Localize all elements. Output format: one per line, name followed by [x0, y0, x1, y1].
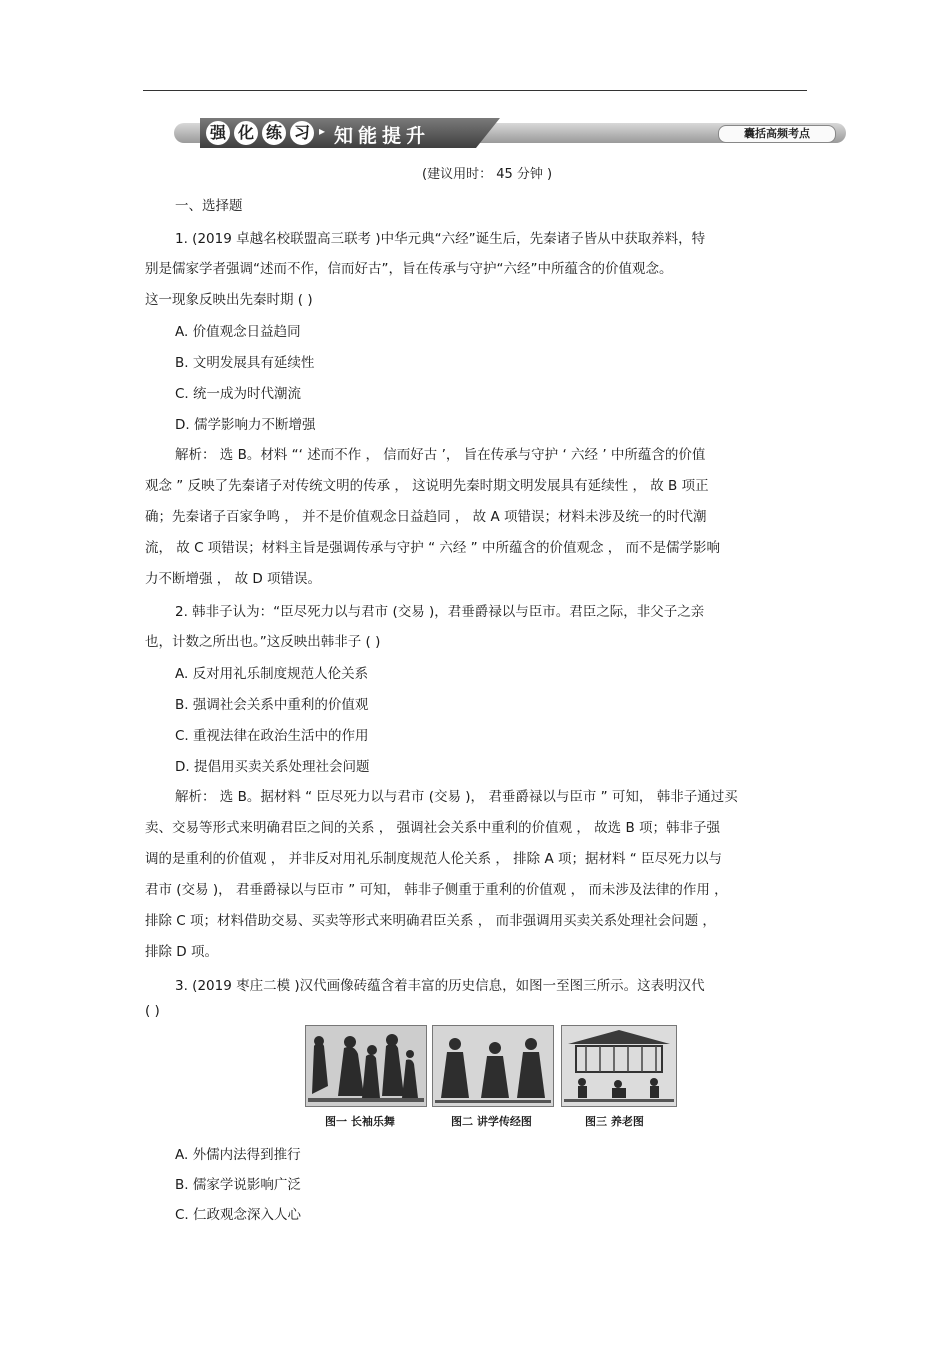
banner-title: 知能提升 [334, 125, 431, 147]
q1-stem-line-1: 1. (2019 卓越名校联盟高三联考 )中华元典“六经”诞生后，先秦诸子皆从中获取养料，特 [175, 231, 706, 247]
figure-1-image [305, 1025, 427, 1107]
banner-char-4: 习 [290, 121, 314, 145]
q1-analysis-line-2: 观念 ” 反映了先秦诸子对传统文明的传承 ， 这说明先秦时期文明发展具有延续性 ， 故 B 项正 [145, 478, 709, 494]
q1-stem-line-3: 这一现象反映出先秦时期 ( ) [145, 292, 313, 308]
figure-3-image [561, 1025, 677, 1107]
teaching-illustration [433, 1026, 553, 1106]
q1-analysis-line-3: 确；先秦诸子百家争鸣 ， 并不是价值观念日益趋同 ， 故 A 项错误；材料未涉及统一的时代潮 [145, 509, 707, 525]
q1-analysis-line-5: 力不断增强 ， 故 D 项错误。 [145, 571, 322, 587]
q3-stem-line-2: ( ) [145, 1003, 160, 1019]
q1-option-a: A. 价值观念日益趋同 [175, 324, 301, 340]
q1-analysis-line-4: 流， 故 C 项错误；材料主旨是强调传承与守护 “ 六经 ” 中所蕴含的价值观念 ， 而不是儒学影响 [145, 540, 721, 556]
q2-analysis-line-5: 排除 C 项；材料借助交易、买卖等形式来明确君臣关系 ， 而非强调用买卖关系处理社会问题 ， [145, 913, 716, 929]
banner-char-1: 强 [206, 121, 230, 145]
q2-stem-line-2: 也，计数之所出也。”这反映出韩非子 ( ) [145, 634, 381, 650]
q3-option-c: C. 仁政观念深入人心 [175, 1207, 302, 1223]
q2-analysis-line-4: 君市 (交易 )， 君垂爵禄以与臣市 ” 可知， 韩非子侧重于重利的价值观 ， 而未涉及法律的作用 ， [145, 882, 728, 898]
q2-option-b: B. 强调社会关系中重利的价值观 [175, 697, 369, 713]
top-rule [143, 90, 807, 91]
banner-tag: 囊括高频考点 [718, 125, 836, 143]
q2-analysis-line-2: 卖、交易等形式来明确君臣之间的关系 ， 强调社会关系中重利的价值观 ， 故选 B 项；韩非子强 [145, 820, 721, 836]
q2-option-d: D. 提倡用买卖关系处理社会问题 [175, 759, 370, 775]
dancers-illustration [306, 1026, 426, 1106]
time-note: (建议用时： 45 分钟 ) [422, 167, 553, 182]
elder-care-illustration [562, 1026, 676, 1106]
q1-option-c: C. 统一成为时代潮流 [175, 386, 302, 402]
q1-option-d: D. 儒学影响力不断增强 [175, 417, 316, 433]
q2-option-c: C. 重视法律在政治生活中的作用 [175, 728, 369, 744]
q2-analysis-line-1: 解析： 选 B。据材料 “ 臣尽死力以与君市 (交易 )， 君垂爵禄以与臣市 ” 可知， 韩非子通过买 [175, 789, 738, 805]
q1-stem-line-2: 别是儒家学者强调“述而不作，信而好古”，旨在传承与守护“六经”中所蕴含的价值观念。 [145, 261, 673, 277]
figure-3-caption: 图三 养老图 [585, 1115, 644, 1128]
q2-analysis-line-6: 排除 D 项。 [145, 944, 218, 960]
triangle-right-icon: ▸ [319, 124, 326, 138]
q2-stem-line-1: 2. 韩非子认为：“臣尽死力以与君市 (交易 )，君垂爵禄以与臣市。君臣之际，非父子之亲 [175, 604, 705, 620]
q3-option-a: A. 外儒内法得到推行 [175, 1147, 301, 1163]
q1-analysis-line-1: 解析： 选 B。材料 “‘ 述而不作 ， 信而好古 ’， 旨在传承与守护 ‘ 六经 ’ 中所蕴含的价值 [175, 447, 706, 463]
q3-stem-line-1: 3. (2019 枣庄二模 )汉代画像砖蕴含着丰富的历史信息，如图一至图三所示。这表明汉代 [175, 978, 705, 994]
q2-option-a: A. 反对用礼乐制度规范人伦关系 [175, 666, 369, 682]
figure-2-image [432, 1025, 554, 1107]
banner-char-3: 练 [262, 121, 286, 145]
section-title: 一、选择题 [175, 198, 243, 214]
banner-char-2: 化 [234, 121, 258, 145]
figure-2-caption: 图二 讲学传经图 [451, 1115, 532, 1128]
figure-1-caption: 图一 长袖乐舞 [325, 1115, 395, 1128]
q2-analysis-line-3: 调的是重利的价值观 ， 并非反对用礼乐制度规范人伦关系 ， 排除 A 项；据材料 “ 臣尽死力以与 [145, 851, 723, 867]
section-banner [174, 118, 846, 148]
q1-option-b: B. 文明发展具有延续性 [175, 355, 315, 371]
q3-option-b: B. 儒家学说影响广泛 [175, 1177, 301, 1193]
